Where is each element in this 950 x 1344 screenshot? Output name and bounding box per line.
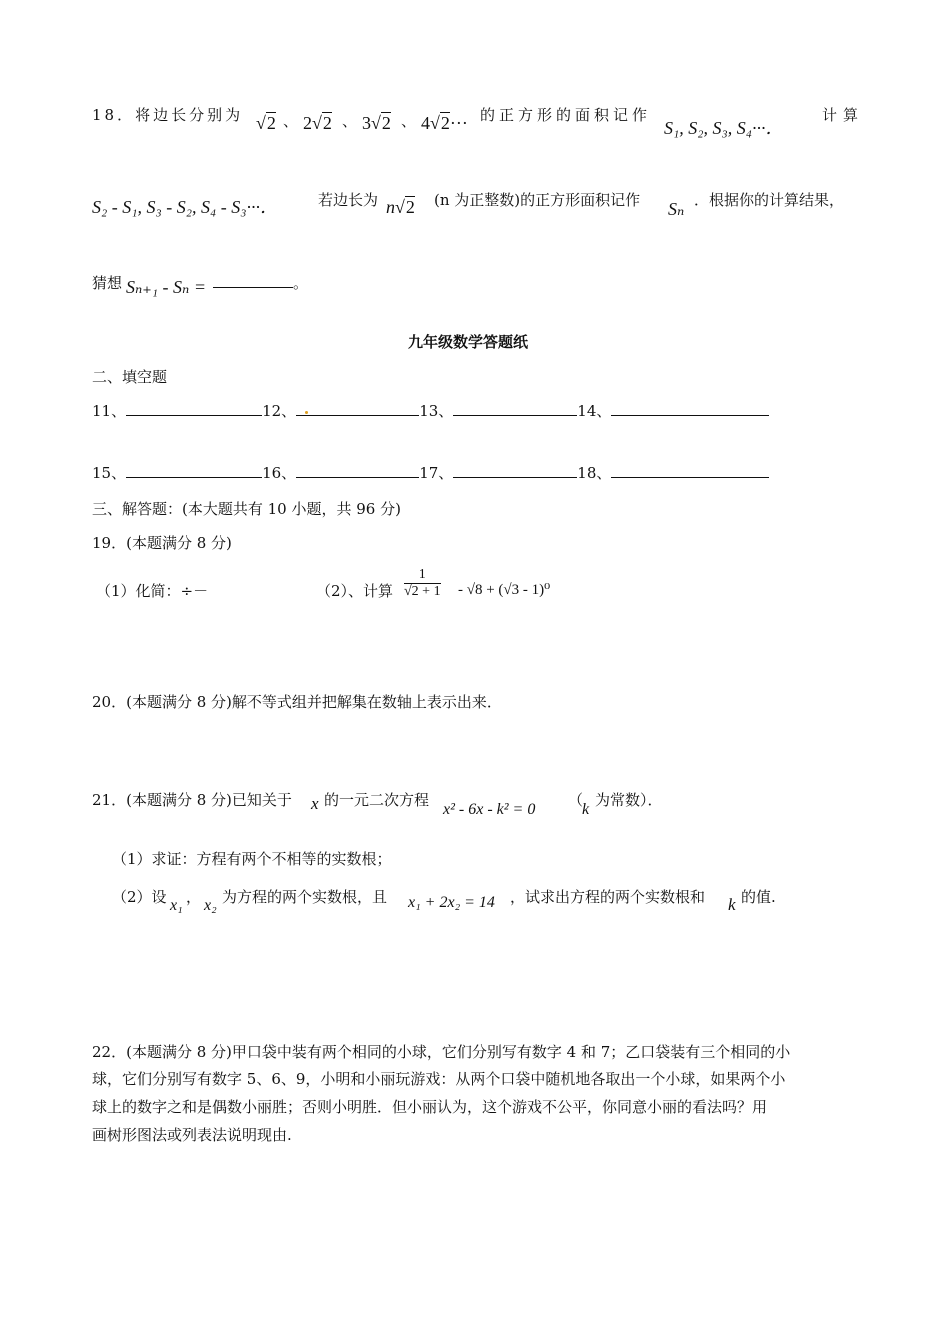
q18-sep-1: 、: [283, 112, 299, 130]
q18-line1: [92, 104, 243, 125]
q18-side-3: 3√2: [362, 113, 391, 133]
q21-paren-text: 为常数）．: [595, 791, 663, 809]
q21-part2-tail: ，试求出方程的两个实数根和: [510, 888, 706, 906]
blank-14[interactable]: [611, 401, 769, 416]
q18-sn: Sₙ: [668, 199, 685, 219]
blank-18[interactable]: [611, 463, 769, 478]
q21-mid: 的一元二次方程: [324, 791, 430, 809]
q21-x2: x₂: [204, 897, 217, 914]
blank-17[interactable]: [453, 463, 577, 478]
q19-rest: - √8 + (√3 - 1)⁰: [458, 582, 551, 598]
q22-line-1: 22．(本题满分 8 分)甲口袋中装有两个相同的小球，它们分别写有数字 4 和 7；乙口袋装有三个相同的小: [92, 1043, 791, 1061]
q18-number: 18．: [92, 106, 136, 124]
q21-cond: x₁ + 2x₂ = 14: [408, 894, 495, 911]
q21-k: k: [582, 801, 590, 818]
blank-12[interactable]: [296, 401, 419, 416]
q18-end: 。: [293, 274, 309, 292]
q18-mid1: 的正方形的面积记作: [480, 106, 652, 124]
q18-ellipsis: ···: [449, 113, 468, 133]
q22-line-2: 球，它们分别写有数字 5、6、9，小明和小丽玩游戏：从两个口袋中随机地各取出一个小球，如果两个小: [92, 1070, 786, 1088]
blank-label-14: 14、: [577, 402, 612, 420]
q19-part1: （1）化简：÷－: [96, 582, 209, 600]
q22-line-4: 画树形图法或列表法说明现由.: [92, 1126, 292, 1144]
q18-diffs: S₂ - S₁, S₃ - S₂, S₄ - S₃···．: [92, 197, 279, 217]
blank-13[interactable]: [453, 401, 577, 416]
q20-text: 20．(本题满分 8 分)解不等式组并把解集在数轴上表示出来．: [92, 693, 502, 711]
q21-comma: ，: [186, 888, 202, 906]
q18-answer-line: [213, 287, 293, 288]
q18-areas: S₁, S₂, S₃, S₄···．: [664, 118, 784, 138]
q21-x1: x₁: [170, 897, 183, 914]
q18-nside: n√2: [386, 197, 415, 217]
blank-15[interactable]: [126, 463, 262, 478]
q18-sep-3: 、: [401, 112, 417, 130]
q18-side-1: √2: [256, 113, 276, 133]
q18-tail: ．根据你的计算结果，: [694, 191, 845, 209]
blank-label-13: 13、: [419, 402, 454, 420]
q19-head: 19．(本题满分 8 分): [92, 534, 232, 552]
blanks-row-2: [92, 462, 769, 483]
q18-side-4: 4√2···: [421, 113, 468, 133]
q18-side-2: 2√2: [303, 113, 332, 133]
q19-part2-lead: （2）、计算: [316, 582, 394, 600]
q21-part2-lead: （2）设: [112, 888, 167, 906]
q18-guess-expr: Sₙ₊₁ - Sₙ =: [126, 277, 206, 297]
stray-mark: [305, 411, 308, 414]
q18-sep-2: 、: [342, 112, 358, 130]
section-fill-blank: 二、填空题: [92, 368, 168, 386]
q21-part2-end: 的值.: [741, 888, 776, 906]
blank-11[interactable]: [126, 401, 262, 416]
blank-label-15: 15、: [92, 464, 127, 482]
blank-label-11: 11、: [92, 402, 127, 420]
blank-16[interactable]: [296, 463, 419, 478]
q18-paren: (n 为正整数)的正方形面积记作: [434, 191, 641, 209]
q22-line-3: 球上的数字之和是偶数小丽胜；否则小明胜．但小丽认为，这个游戏不公平，你同意小丽的看法吗？用: [92, 1098, 768, 1116]
section-solve: 三、解答题：(本大题共有 10 小题，共 96 分): [92, 500, 401, 518]
q21-part2-mid: 为方程的两个实数根，且: [222, 888, 388, 906]
q19-frac-num: 1: [404, 567, 441, 584]
blanks-row-1: [92, 400, 769, 421]
blank-label-16: 16、: [262, 464, 297, 482]
q18-lead: 将边长分别为: [135, 106, 244, 124]
q19-frac-den: √2 + 1: [404, 584, 441, 599]
sheet-title: 九年级数学答题纸: [408, 333, 529, 351]
q18-calc: 计算: [822, 106, 865, 124]
q19-fraction: [404, 567, 441, 600]
q21-x: x: [311, 794, 319, 813]
blank-label-18: 18、: [577, 464, 612, 482]
blank-label-17: 17、: [419, 464, 454, 482]
q21-k2: k: [728, 895, 736, 914]
q21-paren-open: （: [568, 791, 584, 809]
q18-guess: 猜想: [92, 274, 123, 292]
q21-eq: x² - 6x - k² = 0: [443, 801, 536, 818]
q18-mid2: 若边长为: [318, 191, 379, 209]
blank-label-12: 12、: [262, 402, 297, 420]
q21-part1: （1）求证：方程有两个不相等的实数根；: [112, 850, 392, 868]
q21-head: 21．(本题满分 8 分)已知关于: [92, 791, 292, 809]
